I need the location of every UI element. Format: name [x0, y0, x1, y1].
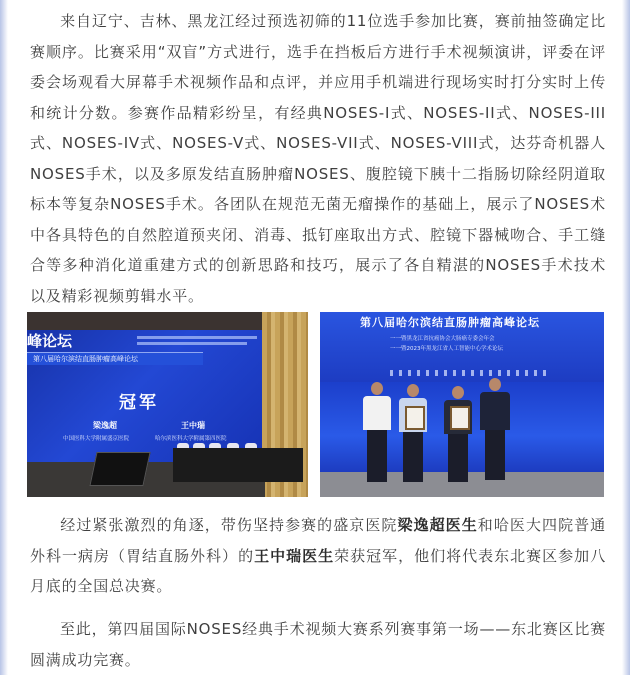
intro-text: 来自辽宁、吉林、黑龙江经过预选初筛的11位选手参加比赛，赛前抽签确定比赛顺序。比赛采用“双盲”方式进行，选手在挡板后方进行手术视频演讲，评委在评委会场观看大屏幕手术视频作品和点评，并应用手机端进行现场实时打分实时上传和统计分数。参赛作品精彩纷呈，有经典NOSES-I式、NOSES-II式、NOSES-III式、NOSES-IV式、NOSES-V式、NOSES-VII式、NOSES-VIII式，达芬奇机器人NOSES手术，以及多原发结直肠肿瘤NOSES、腹腔镜下胰十二指肠切除经阴道取标本等复杂NOSES手术。各团队在规范无菌无瘤操作的基础上，展示了NOSES术中各具特色的自然腔道预夹闭、消毒、抵钉座取出方式、腔镜下器械吻合、手工缝合等多种消化道重建方式的创新思路和技巧，展示了各自精湛的NOSES手术技术以及精彩视频剪辑水平。: [30, 12, 606, 305]
champion-title: 冠军: [119, 393, 159, 413]
closing-text: 至此，第四届国际NOSES经典手术视频大赛系列赛事第一场——东北赛区比赛圆满成功完赛。: [30, 620, 606, 669]
winner-name-2: 王中瑞: [181, 421, 205, 430]
head: [407, 384, 419, 397]
laptop: [89, 452, 150, 486]
legs: [367, 430, 387, 482]
award-backdrop-photo: [27, 312, 308, 497]
winner-org-2: 哈尔滨医科大学附属第四医院: [155, 436, 227, 442]
backdrop-line: [137, 336, 257, 339]
result-paragraph: [30, 510, 606, 602]
winner-name-liang: 梁逸超医生: [397, 516, 478, 534]
winner-name-wang: 王中瑞医生: [254, 546, 335, 565]
stage-screen: [320, 312, 604, 382]
screen-title: 第八届哈尔滨结直肠肿瘤高峰论坛: [360, 316, 540, 329]
screen-dots: [390, 370, 550, 376]
result-text-2: 和哈医大四院普通外科一病房（胃结直肠外科）的: [30, 516, 606, 565]
intro-paragraph: [30, 6, 606, 311]
result-text-3: 荣获冠军，他们将代表东北赛区参加八月底的全国总决赛。: [30, 546, 606, 595]
jury-table: [173, 448, 303, 482]
backdrop-line: [137, 342, 247, 345]
torso: [480, 392, 510, 430]
legs: [485, 430, 505, 480]
winner-name-1: 梁逸超: [93, 421, 117, 430]
backdrop-corner-text: 峰论坛: [27, 332, 73, 350]
right-edge-decoration: [622, 0, 630, 675]
torso: [363, 396, 391, 430]
screen-subtitle-1: 一一暨黑龙江省抗癌协会大肠癌专委会年会: [390, 336, 495, 342]
result-text-1: 经过紧张激烈的角逐，带伤坚持参赛的盛京医院: [60, 516, 398, 534]
certificate: [405, 406, 425, 430]
head: [489, 378, 501, 391]
head: [452, 386, 464, 399]
backdrop-banner: 第八届哈尔滨结直肠肿瘤高峰论坛: [27, 352, 203, 365]
closing-paragraph: [30, 614, 606, 675]
screen-subtitle-2: 一一暨2023年黑龙江省人工智能中心学术论坛: [390, 346, 503, 352]
award-ceremony-photo: [320, 312, 604, 497]
winner-org-1: 中国医科大学附属盛京医院: [63, 436, 130, 442]
head: [371, 382, 383, 395]
left-edge-decoration: [0, 0, 8, 675]
legs: [403, 432, 423, 482]
legs: [448, 434, 468, 482]
certificate: [450, 406, 470, 430]
